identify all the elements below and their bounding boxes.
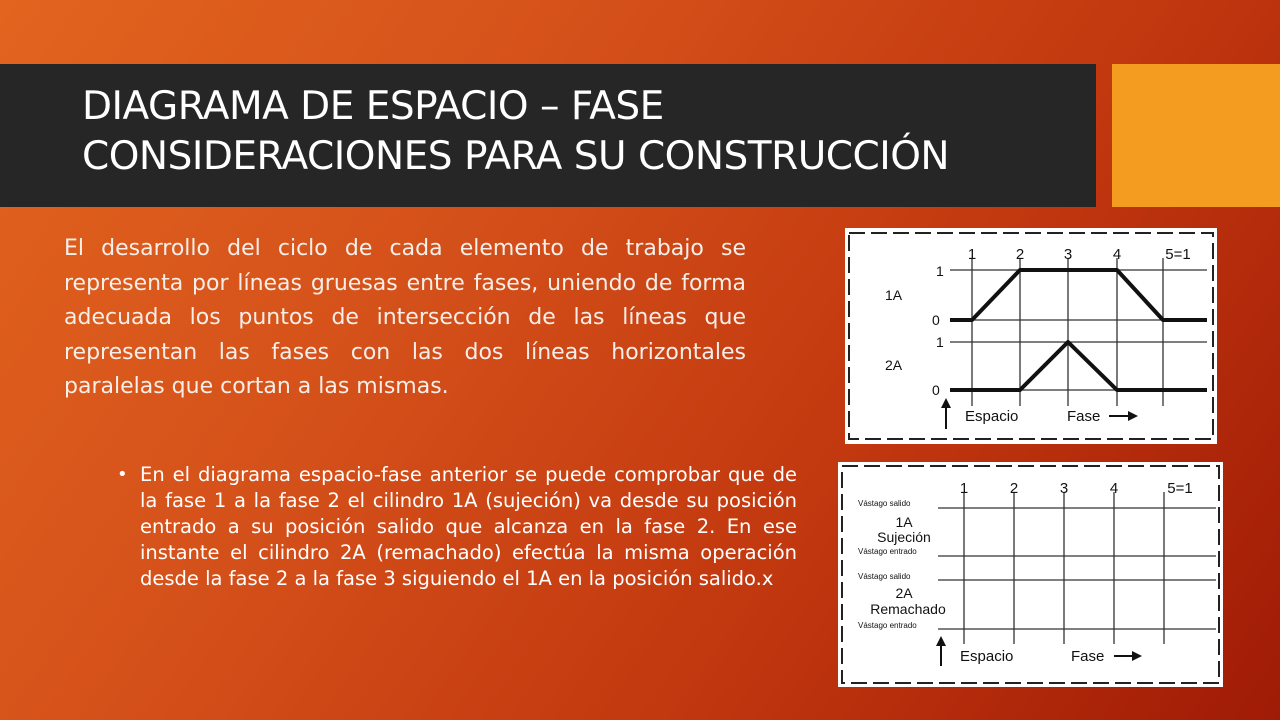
- cylinder-label: 2A: [885, 357, 903, 373]
- phase-label: 4: [1109, 480, 1119, 497]
- cylinder-name: Remachado: [870, 601, 946, 617]
- axis-phase-label: Fase: [1067, 408, 1101, 425]
- space-phase-diagram: [845, 228, 1217, 444]
- phase-label: 2: [1009, 480, 1019, 497]
- level-label: 0: [932, 382, 940, 398]
- diagram1-frame: [849, 233, 1213, 439]
- diagram1-axis: [941, 398, 1138, 429]
- diagram1-level-labels: [885, 263, 944, 398]
- phase-arrow-head-icon: [1128, 411, 1138, 421]
- diagram2-phase-labels: [960, 480, 1193, 497]
- cylinder-label: 1A: [885, 287, 903, 303]
- diagram2-axis: [936, 636, 1142, 666]
- level-label: 1: [936, 263, 944, 279]
- diagram2-level-labels: [858, 499, 946, 630]
- diagram2-level-lines: [938, 508, 1216, 629]
- cylinder-name: Sujeción: [877, 529, 931, 545]
- space-arrow-head-icon: [941, 398, 951, 408]
- axis-space-label: Espacio: [960, 648, 1014, 665]
- diagram1-phase-lines: [972, 258, 1163, 406]
- intro-paragraph: El desarrollo del ciclo de cada elemento de trabajo se representa por líneas gruesas entre fases, uniendo de forma adecuada los puntos de intersección de las líneas que representan las fases con las dos líneas horizontales paralelas que cortan a las mismas.: [64, 236, 746, 399]
- phase-label: 1: [959, 480, 969, 497]
- diagram1-phase-labels: [968, 246, 1191, 263]
- axis-phase-label: Fase: [1071, 648, 1105, 665]
- level-label: 0: [932, 312, 940, 328]
- bullet-text: En el diagrama espacio-fase anterior se puede comprobar que de la fase 1 a la fase 2 el cilindro 1A (sujeción) va desde su posición entrado a su posición salido que alcanza en la fase 2. En ese instante el cilindro 2A (remachado) efectúa la misma operación desde la fase 2 a la fase 3 siguiendo el 1A en la posición salido.x: [140, 463, 797, 590]
- cylinder-2a-motion-line: [950, 342, 1207, 390]
- cylinder-number: 2A: [895, 585, 913, 601]
- level-label: Vástago salido: [858, 572, 911, 581]
- space-phase-grid: [838, 462, 1223, 687]
- level-label: Vástago entrado: [858, 547, 917, 556]
- level-label: Vástago entrado: [858, 621, 917, 630]
- level-label: Vástago salido: [858, 499, 911, 508]
- cylinder-number: 1A: [895, 514, 913, 530]
- phase-label: 5=1: [1167, 480, 1193, 497]
- phase-label: 1: [967, 246, 977, 263]
- level-label: 1: [936, 334, 944, 350]
- diagram2-svg: [838, 462, 1223, 687]
- phase-label: 3: [1063, 246, 1073, 263]
- phase-label: 4: [1112, 246, 1122, 263]
- bullet-item: [117, 462, 797, 592]
- phase-label: 3: [1059, 480, 1069, 497]
- diagram1-level-lines: [950, 270, 1207, 390]
- diagram2-phase-lines: [964, 492, 1164, 644]
- cylinder-1a-motion-line: [950, 270, 1207, 320]
- title-line-1: DIAGRAMA DE ESPACIO – FASE: [82, 84, 664, 129]
- axis-space-label: Espacio: [965, 408, 1019, 425]
- bullet-list: [117, 462, 797, 592]
- phase-label: 2: [1015, 246, 1025, 263]
- phase-arrow-head-icon: [1132, 651, 1142, 661]
- space-arrow-head-icon: [936, 636, 946, 646]
- diagram1-svg: [845, 228, 1217, 444]
- phase-label: 5=1: [1165, 246, 1191, 263]
- bullet-icon: •: [117, 464, 128, 485]
- title-line-2: CONSIDERACIONES PARA SU CONSTRUCCIÓN: [82, 134, 950, 179]
- slide-title: [82, 82, 1082, 182]
- accent-block: [1112, 64, 1280, 207]
